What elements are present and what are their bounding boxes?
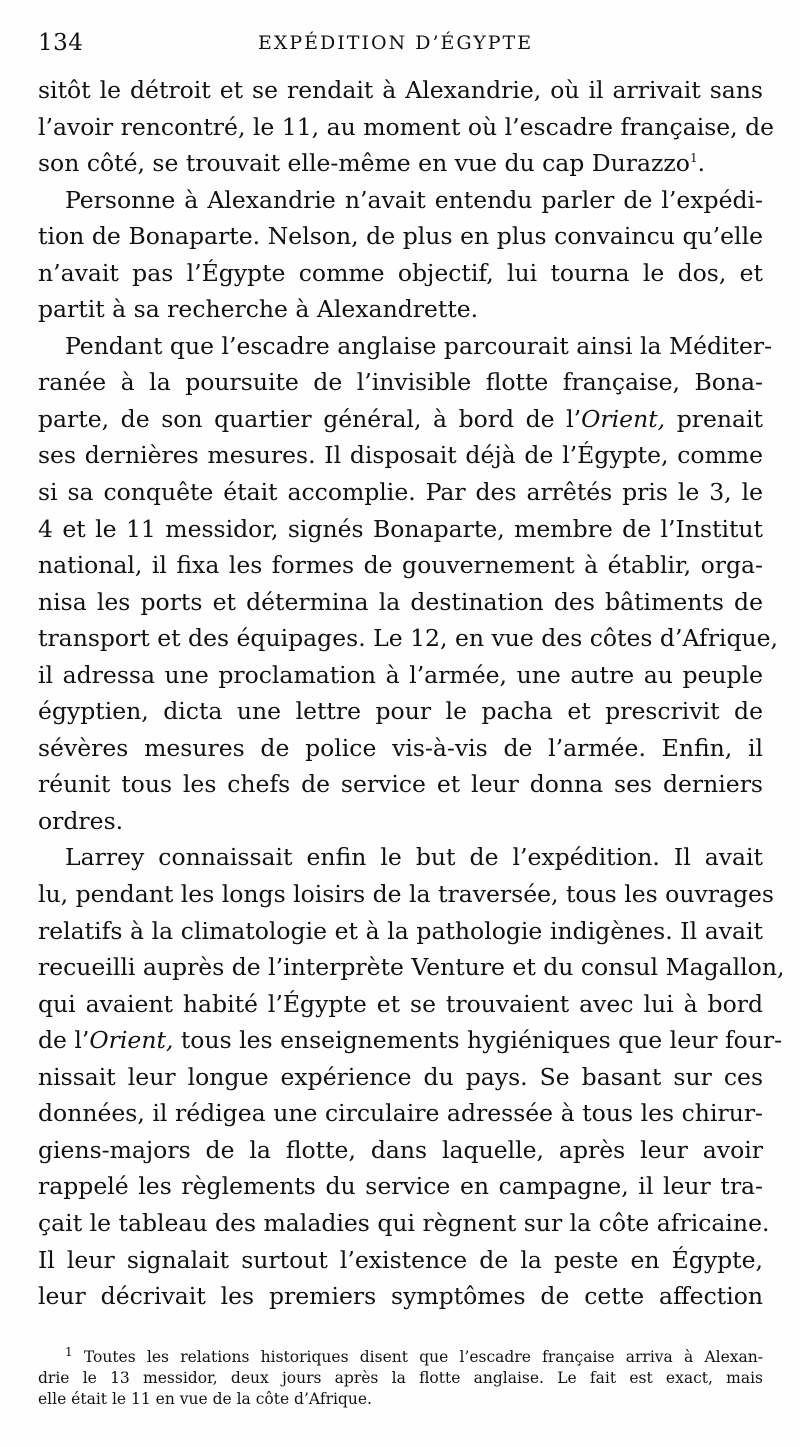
paragraph-3 [38, 328, 778, 840]
text-line: données, il rédigea une circulaire adressée à tous les chirur- [38, 1099, 763, 1128]
ship-name: Orient, [581, 404, 666, 433]
text-line: son côté, se trouvait elle-même en vue du cap Durazzo$^1$. [38, 149, 706, 178]
text-line: ses dernières mesures. Il disposait déjà de l’Égypte, comme [38, 441, 763, 470]
text-line: recueilli auprès de l’interprète Venture et du consul Magallon, [38, 953, 785, 982]
text-line: national, il fixa les formes de gouvernement à établir, orga- [38, 551, 763, 580]
page-header [38, 30, 762, 64]
footnote-line: $^1$ Toutes les relations historiques disent que l’escadre française arriva à Alexan- [65, 1344, 763, 1366]
text-line: ordres. [38, 806, 124, 835]
ship-name: Orient, [89, 1026, 174, 1055]
text-line: Pendant que l’escadre anglaise parcourait ainsi la Méditer- [65, 331, 773, 360]
paragraph-2 [38, 182, 763, 328]
text-line: giens-majors de la flotte, dans laquelle, après leur avoir [38, 1135, 763, 1164]
text-line: il adressa une proclamation à l’armée, une autre au peuple [38, 660, 763, 689]
text-line: Personne à Alexandrie n’avait entendu parler de l’expédi- [65, 185, 763, 214]
text-line: çait le tableau des maladies qui règnent sur la côte africaine. [38, 1208, 770, 1237]
text-line: si sa conquête était accomplie. Par des arrêtés pris le 3, le [38, 478, 763, 507]
text-line: rappelé les règlements du service en campagne, il leur tra- [38, 1172, 763, 1201]
text-line: de l’Orient, tous les enseignements hygiéniques que leur four- [38, 1026, 783, 1055]
text-line: partit à sa recherche à Alexandrette. [38, 295, 479, 324]
paragraph-1 [38, 72, 775, 182]
paragraph-4 [38, 839, 785, 1314]
footnote-line: drie le 13 messidor, deux jours après la flotte anglaise. Le fait est exact, mais [38, 1369, 763, 1387]
text-line: égyptien, dicta une lettre pour le pacha et prescrivit de [38, 697, 763, 726]
text-line: leur décrivait les premiers symptômes de cette affection [38, 1282, 763, 1311]
text-line: Il leur signalait surtout l’existence de la peste en Égypte, [38, 1245, 763, 1274]
text-line: Larrey connaissait enfin le but de l’expédition. Il avait [65, 843, 763, 872]
text-line: lu, pendant les longs loisirs de la traversée, tous les ouvrages [38, 880, 774, 909]
text-line: sitôt le détroit et se rendait à Alexandrie, où il arrivait sans [38, 76, 763, 104]
text-line: nissait leur longue expérience du pays. Se basant sur ces [38, 1062, 763, 1091]
text-line: n’avait pas l’Égypte comme objectif, lui tourna le dos, et [38, 258, 763, 287]
text-line: l’avoir rencontré, le 11, au moment où l’escadre française, de [38, 112, 775, 141]
text-line: parte, de son quartier général, à bord de l’Orient, prenait [38, 404, 764, 433]
text-line: réunit tous les chefs de service et leur donna ses derniers [38, 770, 763, 799]
footnote-marker: 1 [65, 1344, 73, 1359]
page-number: 134 [38, 30, 84, 56]
text-line: sévères mesures de police vis-à-vis de l’armée. Enfin, il [38, 733, 763, 762]
footnote-reference[interactable]: 1 [689, 151, 698, 166]
text-line: relatifs à la climatologie et à la pathologie indigènes. Il avait [38, 916, 763, 945]
text-line: tion de Bonaparte. Nelson, de plus en plus convaincu qu’elle [38, 222, 763, 251]
text-line: ranée à la poursuite de l’invisible flotte française, Bona- [38, 368, 763, 397]
running-title: EXPÉDITION D’ÉGYPTE [258, 32, 534, 54]
footnote-line: elle était le 11 en vue de la côte d’Afrique. [38, 1390, 372, 1408]
text-line: qui avaient habité l’Égypte et se trouvaient avec lui à bord [38, 989, 763, 1018]
footnote [38, 1344, 763, 1410]
text-line: nisa les ports et détermina la destination des bâtiments de [38, 587, 763, 616]
text-line: transport et des équipages. Le 12, en vue des côtes d’Afrique, [38, 624, 778, 653]
text-line: 4 et le 11 messidor, signés Bonaparte, membre de l’Institut [38, 514, 763, 543]
body-text [38, 72, 785, 1315]
